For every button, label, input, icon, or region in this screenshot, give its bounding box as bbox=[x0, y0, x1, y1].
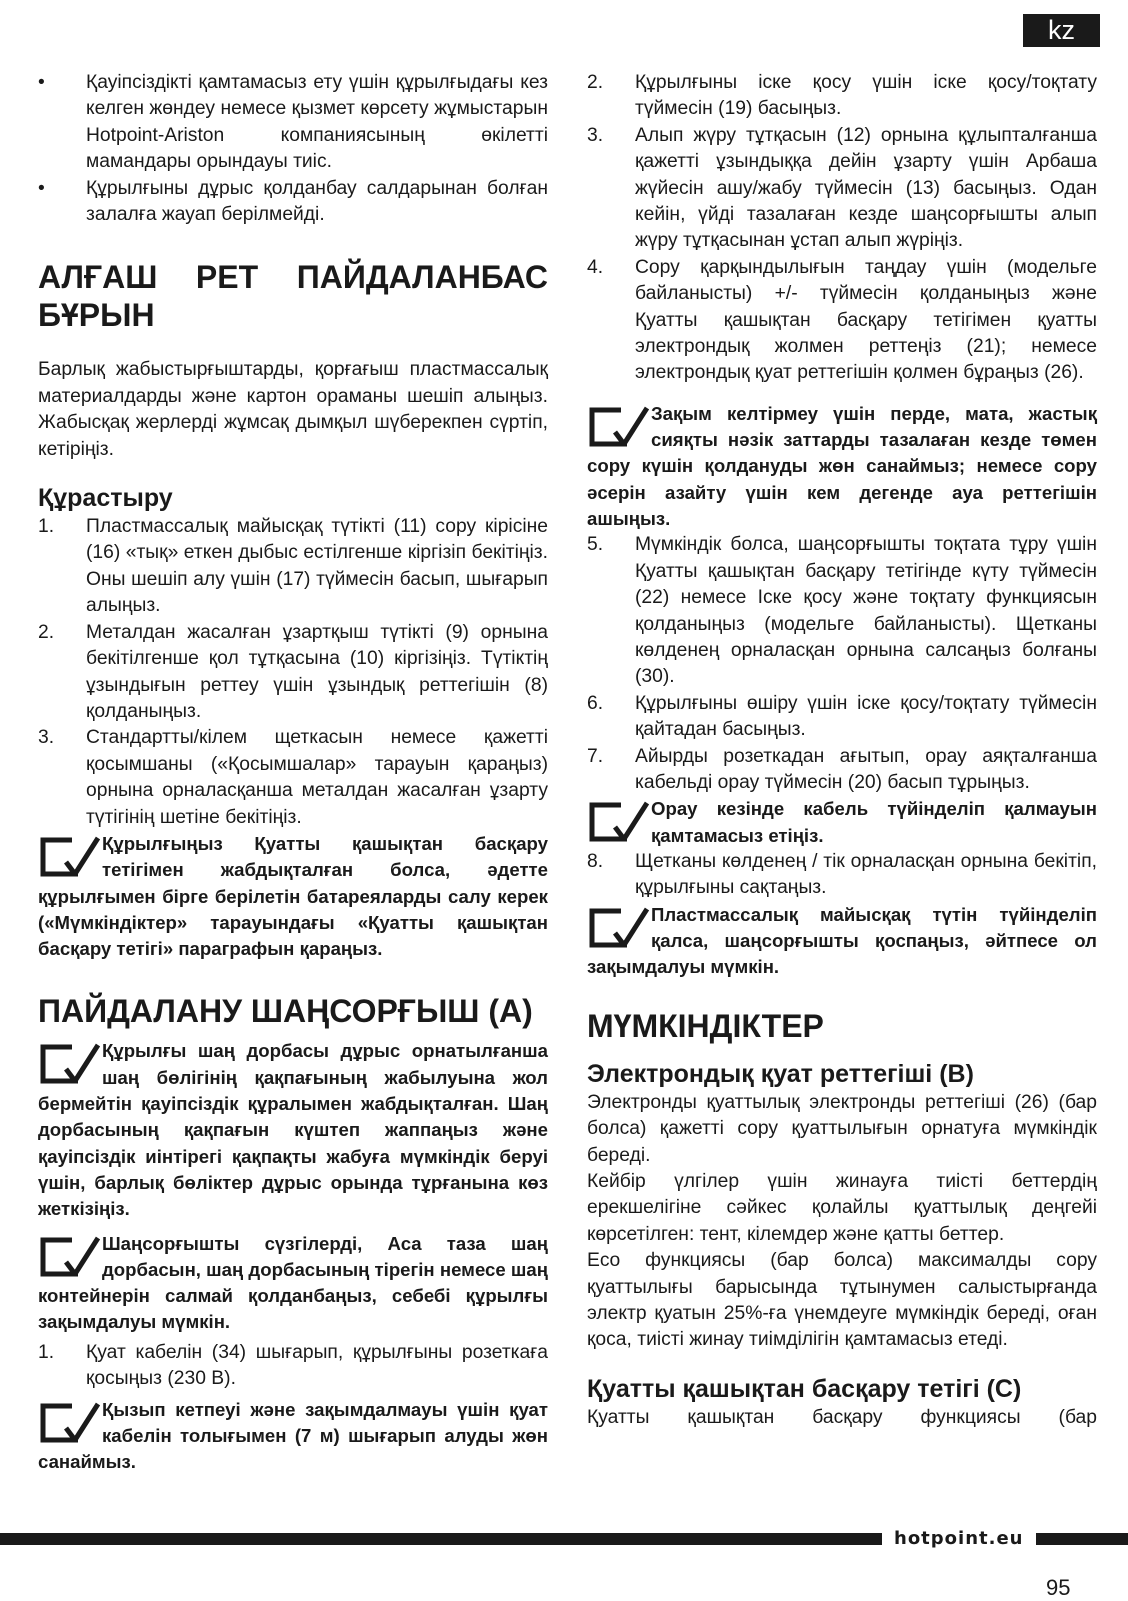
note-fabric: Зақым келтірмеу үшін перде, мата, жастық сияқты нәзік заттарды тазалаған кезде төмен сору күшін қолдануды жөн санаймыз; немесе сору әсерін азайту үшін кем дегенде ауа реттегішін ашыңыз. bbox=[587, 402, 1097, 530]
bullet-item: • Құрылғыны дұрыс қолданбау салдарынан болған залалға жауап берілмейді. bbox=[38, 176, 548, 229]
heading-before-first-use: АЛҒАШ РЕТ ПАЙДАЛАНБАС БҰРЫН bbox=[38, 259, 548, 334]
paragraph-before-first-use: Барлық жабыстырғыштарды, қорғағыш пластмассалық материалдарды және картон ораманы шешіп алыңыз. Жабысқақ жерлерді жұмсақ дымқыл шүберекпен сүртіп, кетіріңіз. bbox=[38, 359, 548, 460]
list-item: 8. Щетканы көлденең / тік орналасқан орнына бекітіп, құрылғыны сақтаңыз. bbox=[587, 851, 1097, 899]
note-checkbox-icon bbox=[38, 1235, 102, 1281]
brand-logo: hotpoint.eu bbox=[882, 1525, 1036, 1553]
heading-use-vacuum: ПАЙДАЛАНУ ШАҢСОРҒЫШ (A) bbox=[38, 993, 533, 1030]
list-item: 2. Құрылғыны іске қосу үшін іске қосу/тоқтату түймесін (19) басыңыз. bbox=[587, 72, 1097, 120]
list-item: 3. Стандартты/кілем щеткасын немесе қажетті қосымшаны («Қосымшалар» тарауын қараңыз) орнына орналасқанша металдан жасалған ұзарту түтігінің шетіне бекітіңіз. bbox=[38, 727, 548, 828]
note-battery: Құрылғыңыз Қуатты қашықтан басқару тетігімен жабдықталған болса, әдетте құрылғымен бірге берілетін батареяларды салу керек («Мүмкіндіктер» тарауындағы «Қуатты қашықтан басқару тетігі» параграфын қараңыз. bbox=[38, 832, 548, 960]
note-checkbox-icon bbox=[587, 405, 651, 451]
heading-power-regulator: Электрондық қуат реттегіші (B) bbox=[587, 1059, 974, 1088]
note-checkbox-icon bbox=[587, 906, 651, 952]
list-item: 1. Пластмассалық майысқақ түтікті (11) сору кірісіне (16) «тық» еткен дыбыс естілгенше кіргізіп бекітіңіз. Оны шешіп алу үшін (17) түймесін басып, шығарып алыңыз. bbox=[38, 516, 548, 617]
note-checkbox-icon bbox=[38, 1042, 102, 1088]
heading-remote-control: Қуатты қашықтан басқару тетігі (С) bbox=[587, 1374, 1022, 1403]
list-item: 1. Қуат кабелін (34) шығарып, құрылғыны розеткаға қосыңыз (230 В). bbox=[38, 1341, 548, 1390]
note-checkbox-icon bbox=[587, 800, 651, 846]
note-checkbox-icon bbox=[38, 835, 102, 881]
list-item: 4. Сору қарқындылығын таңдау үшін (модельге байланысты) +/- түймесін қолданыңыз және Қуатты қашықтан басқару тетігімен қуатты электрондық жолмен реттеңіз (21); немесе электрондық қуат реттегішін қолмен бұраңыз (26). bbox=[587, 256, 1097, 384]
list-item: 6. Құрылғыны өшіру үшін іске қосу/тоқтату түймесін қайтадан басыңыз. bbox=[587, 692, 1097, 741]
note-filters: Шаңсорғышты сүзгілерді, Аса таза шаң дорбасын, шаң дорбасының тірегін немесе шаң контейнерін салмай қолданбаңыз, себебі құрылғы зақымдалуы мүмкін. bbox=[38, 1232, 548, 1333]
note-cable-knot: Орау кезінде кабель түйінделіп қалмауын қамтамасыз етіңіз. bbox=[587, 796, 1097, 849]
list-item: 3. Алып жүру тұтқасын (12) орнына құлыпталғанша қажетті ұзындыққа дейін ұзарту үшін Арбаша жүйесін ашу/жабу түймесін (13) басыңыз. Одан кейін, үйді тазалаған кезде шаңсорғышты алып жүру тұтқасынан ұстап алып жүріңіз. bbox=[587, 124, 1097, 252]
page-number: 95 bbox=[1046, 1575, 1071, 1600]
language-badge: kz bbox=[1023, 14, 1100, 47]
note-hose: Пластмассалық майысқақ түтін түйінделіп қалса, шаңсорғышты қоспаңыз, әйтпесе ол зақымдалуы мүмкін. bbox=[587, 903, 1097, 978]
paragraph-power-1: Электронды қуаттылық электронды реттегіші (26) (бар болса) қажетті сору қуаттылығын орнатуға мүмкіндік береді. bbox=[587, 1091, 1097, 1166]
paragraph-remote: Қуатты қашықтан басқару функциясы (бар bbox=[587, 1406, 1097, 1428]
heading-features: МҮМКІНДІКТЕР bbox=[587, 1007, 824, 1044]
heading-assembly: Құрастыру bbox=[38, 484, 173, 513]
note-dust-bag: Құрылғы шаң дорбасы дұрыс орнатылғанша шаң бөлігінің қақпағының жабылуына жол бермейтін қауіпсіздік құралымен жабдықталған. Шаң дорбасының қақпағын күштеп жаппаңыз және қауіпсіздік иінтірегі қақпақты жабуға мүмкіндік беруі үшін, барлық бөліктер дұрыс орында тұрғанына көз жеткізіңіз. bbox=[38, 1040, 548, 1220]
right-column bbox=[587, 70, 1097, 1431]
left-column bbox=[38, 70, 548, 1475]
bullet-icon: • bbox=[38, 177, 45, 199]
bullet-item: • Қауіпсіздікті қамтамасыз ету үшін құрылғыдағы кез келген жөндеу немесе қызмет көрсету жұмыстарын Hotpoint-Ariston компаниясының өкілетті мамандары орындауы тиіс. bbox=[38, 70, 548, 176]
note-cable: Қызып кетпеуі және зақымдалмауы үшін қуат кабелін толығымен (7 м) шығарып алуды жөн санаймыз. bbox=[38, 1398, 548, 1473]
paragraph-power-3: Eco функциясы (бар болса) максималды сору қуаттылығы барысында тұтынумен салыстырғанда электр қуатын 25%-ға үнемдеуге мүмкіндік береді, оған қоса, тиісті жинау тиімділігін қамтамасыз етеді. bbox=[587, 1250, 1097, 1351]
note-checkbox-icon bbox=[38, 1401, 102, 1447]
paragraph-power-2: Кейбір үлгілер үшін жинауға тиісті беттердің ерекшелігіне сәйкес қолайлы қуаттылық деңгейі көрсетілген: тент, кілемдер және қатты беттер. bbox=[587, 1170, 1097, 1245]
list-item: 5. Мүмкіндік болса, шаңсорғышты тоқтата тұру үшін Қуатты қашықтан басқару тетігінде күту түймесін (22) немесе Іске қосу және тоқтату функциясын қолданыңыз (модельге байланысты). Щетканы көлденең орналасқан орнына салсаңыз болғаны (30). bbox=[587, 534, 1097, 688]
list-item: 2. Металдан жасалған ұзартқыш түтікті (9) орнына бекітілгенше қол тұтқасына (10) кіргізіңіз. Түтіктің ұзындығын реттеу үшін ұзындық реттегішін (8) қолданыңыз. bbox=[38, 621, 548, 722]
list-item: 7. Айырды розеткадан ағытып, орау аяқталғанша кабельді орау түймесін (20) басып тұрыңыз. bbox=[587, 745, 1097, 794]
bullet-icon: • bbox=[38, 72, 45, 93]
